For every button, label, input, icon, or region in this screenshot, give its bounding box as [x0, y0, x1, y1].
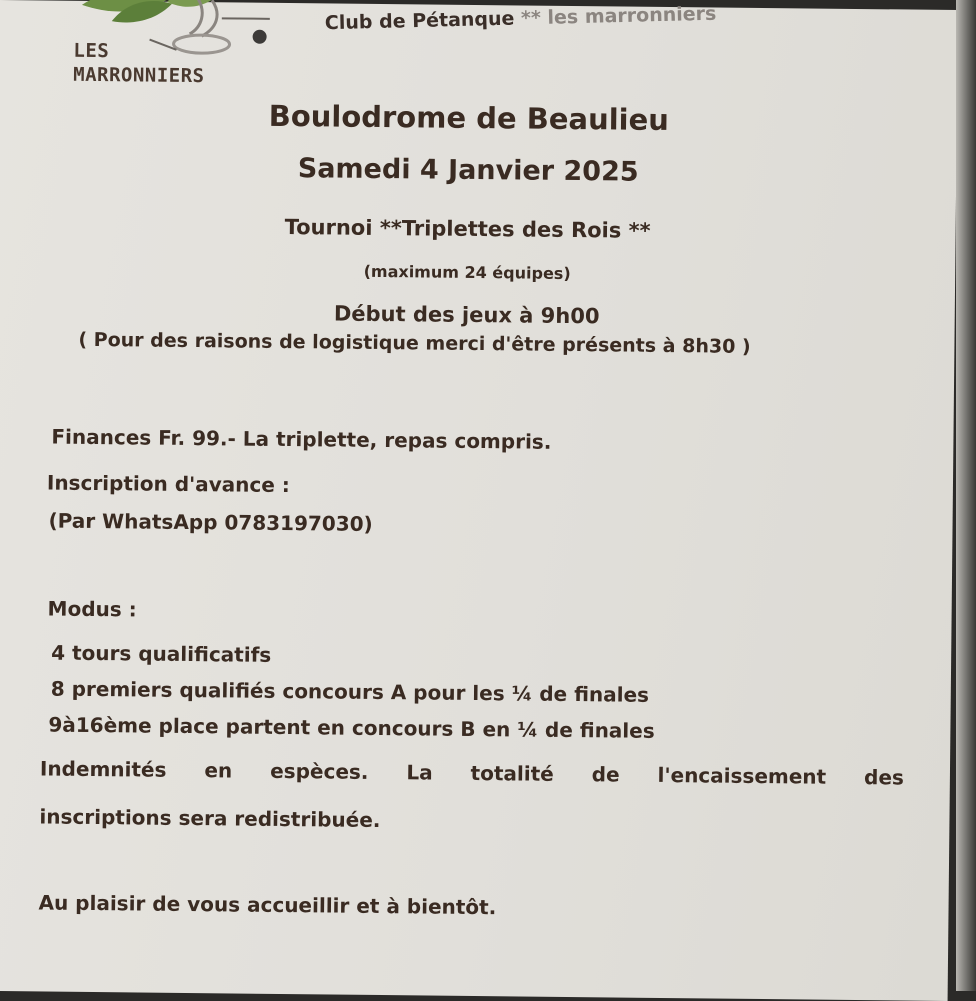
start-time: Début des jeux à 9h00	[333, 301, 600, 329]
event-date: Samedi 4 Janvier 2025	[297, 153, 639, 188]
registration-contact: (Par WhatsApp 0783197030)	[48, 508, 373, 536]
club-header	[325, 3, 717, 35]
tournament-title: Tournoi **Triplettes des Rois **	[284, 214, 651, 243]
indemnity-line-2: inscriptions sera redistribuée.	[39, 804, 381, 833]
club-logo-text	[73, 39, 205, 88]
max-teams-note: (maximum 24 équipes)	[363, 261, 571, 283]
closing-line: Au plaisir de vous accueillir et à bientôt.	[38, 890, 497, 920]
modus-line-1: 4 tours qualificatifs	[51, 640, 272, 667]
arrival-note: ( Pour des raisons de logistique merci d'être présents à 8h30 )	[78, 328, 751, 358]
club-name-faded: ** les marronniers	[514, 2, 717, 30]
modus-line-2: 8 premiers qualifiés concours A pour les ¼ de finales	[50, 676, 650, 707]
modus-title: Modus :	[47, 596, 137, 622]
club-label: Club de Pétanque	[324, 7, 515, 35]
indemnity-line-1: Indemnités en espèces. La totalité de l'encaissement des	[39, 756, 905, 790]
page-edge-shadow	[956, 0, 976, 991]
logo-name-line2: MARRONNIERS	[73, 63, 205, 88]
finance-line: Finances Fr. 99.- La triplette, repas compris.	[51, 424, 552, 454]
logo-name-line1: LES	[73, 39, 110, 63]
modus-line-3: 9à16ème place partent en concours B en ¼ de finales	[48, 712, 655, 743]
registration-title: Inscription d'avance :	[46, 470, 290, 498]
venue-heading: Boulodrome de Beaulieu	[268, 98, 670, 138]
